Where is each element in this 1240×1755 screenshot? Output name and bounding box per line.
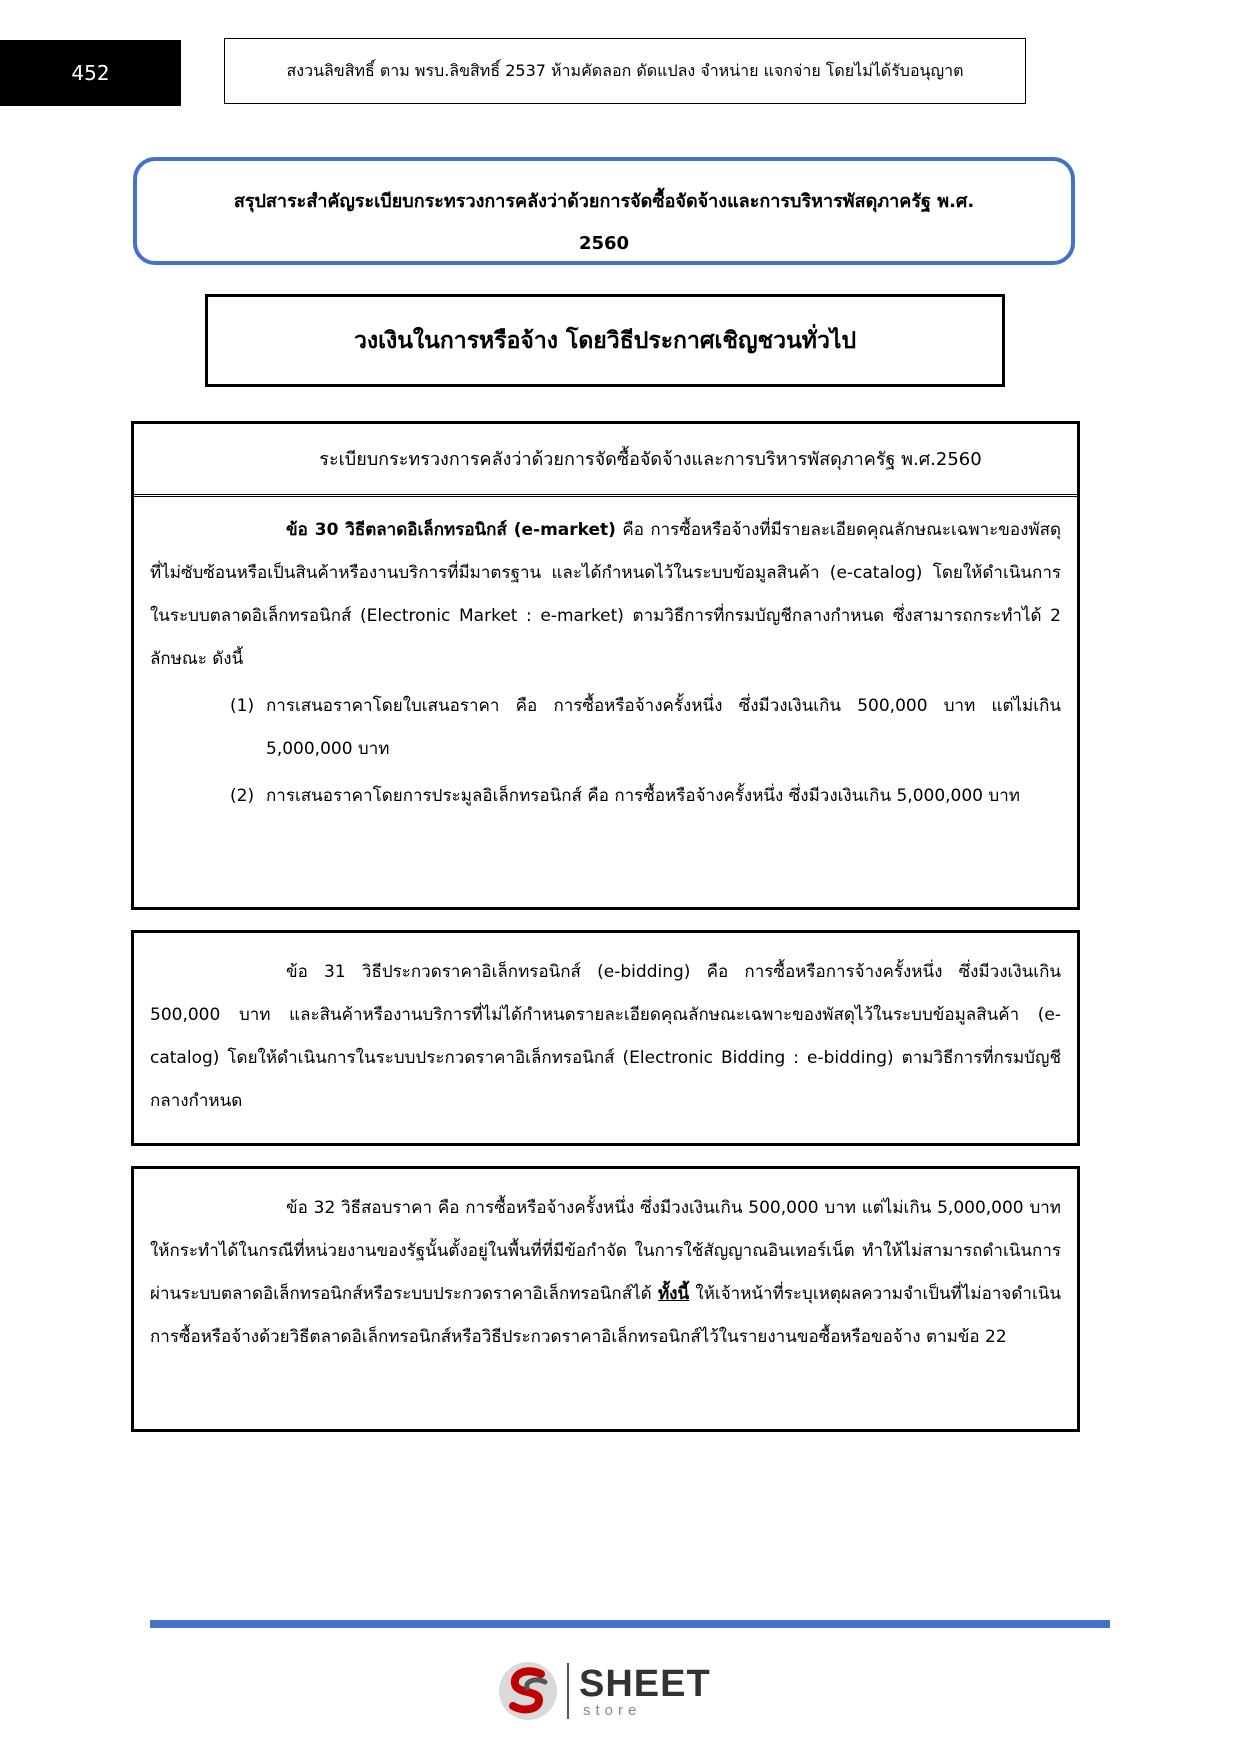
- summary-title-box: [133, 157, 1075, 265]
- clause-32-section: [131, 1166, 1080, 1432]
- list-item-number: (2): [230, 786, 255, 806]
- list-item: [230, 775, 1061, 818]
- clause-30-title: ข้อ 30 วิธีตลาดอิเล็กทรอนิกส์ (e-market): [286, 520, 616, 540]
- sheet-store-logo: [495, 1655, 715, 1727]
- clause-32-paragraph: [150, 1187, 1061, 1359]
- clause-32-text-after: ให้เจ้าหน้าที่ระบุเหตุผลความจำเป็นที่ไม่อาจดำเนินการซื้อหรือจ้างด้วยวิธีตลาดอิเล็กทรอนิกส์หรือวิธีประกวดราคาอิเล็กทรอนิกส์ไว้ในรายงานขอซื้อหรือขอจ้าง ตามข้อ 22: [150, 1284, 1061, 1347]
- regulation-header: ระเบียบกระทรวงการคลังว่าด้วยการจัดซื้อจัดจ้างและการบริหารพัสดุภาครัฐ พ.ศ.2560: [134, 424, 1077, 497]
- copyright-notice: สงวนลิขสิทธิ์ ตาม พรบ.ลิขสิทธิ์ 2537 ห้ามคัดลอก ดัดแปลง จำหน่าย แจกจ่าย โดยไม่ได้รับอนุญาต: [224, 38, 1026, 104]
- clause-30-paragraph: [150, 509, 1061, 681]
- page-number: 452: [0, 40, 181, 106]
- list-item-text: การเสนอราคาโดยใบเสนอราคา คือ การซื้อหรือจ้างครั้งหนึ่ง ซึ่งมีวงเงินเกิน 500,000 บาท แต่ไม่เกิน 5,000,000 บาท: [266, 696, 1061, 759]
- logo-text: [579, 1662, 711, 1719]
- clause-30-section: [131, 421, 1080, 910]
- list-item: [230, 685, 1061, 771]
- sheet-store-logo-icon: [495, 1658, 561, 1724]
- clause-32-emphasis: ทั้งนี้: [657, 1284, 690, 1304]
- section-heading: วงเงินในการหรือจ้าง โดยวิธีประกาศเชิญชวนทั่วไป: [205, 294, 1005, 387]
- summary-title-line1: สรุปสาระสำคัญระเบียบกระทรวงการคลังว่าด้วยการจัดซื้อจัดจ้างและการบริหารพัสดุภาครัฐ พ.ศ.: [233, 191, 975, 212]
- clause-31-text: ข้อ 31 วิธีประกวดราคาอิเล็กทรอนิกส์ (e-bidding) คือ การซื้อหรือการจ้างครั้งหนึ่ง ซึ่งมีวงเงินเกิน 500,000 บาท และสินค้าหรืองานบริการที่ไม่ได้กำหนดรายละเอียดคุณลักษณะเฉพาะของพัสดุไว้ในระบบข้อมูลสินค้า (e-catalog) โดยให้ดำเนินการในระบบประกวดราคาอิเล็กทรอนิกส์ (Electronic Bidding : e-bidding) ตามวิธีการที่กรมบัญชีกลางกำหนด: [150, 962, 1061, 1111]
- clause-32-body: [134, 1169, 1077, 1359]
- logo-divider: [567, 1663, 569, 1719]
- logo-brand-sub: store: [583, 1701, 642, 1719]
- clause-30-text: คือ การซื้อหรือจ้างที่มีรายละเอียดคุณลักษณะเฉพาะของพัสดุที่ไม่ซับซ้อนหรือเป็นสินค้าหรืองานบริการที่มีมาตรฐาน และได้กำหนดไว้ในระบบข้อมูลสินค้า (e-catalog) โดยให้ดำเนินการในระบบตลาดอิเล็กทรอนิกส์ (Electronic Market : e-market) ตามวิธีการที่กรมบัญชีกลางกำหนด ซึ่งสามารถกระทำได้ 2 ลักษณะ ดังนี้: [150, 520, 1061, 669]
- list-item-text: การเสนอราคาโดยการประมูลอิเล็กทรอนิกส์ คือ การซื้อหรือจ้างครั้งหนึ่ง ซึ่งมีวงเงินเกิน 5,000,000 บาท: [266, 786, 1020, 806]
- logo-brand-main: SHEET: [579, 1662, 711, 1705]
- clause-31-body: [134, 933, 1077, 1123]
- list-item-number: (1): [230, 696, 255, 716]
- clause-32-text-before: ข้อ 32 วิธีสอบราคา คือ การซื้อหรือจ้างครั้งหนึ่ง ซึ่งมีวงเงินเกิน 500,000 บาท แต่ไม่เกิน 5,000,000 บาท ให้กระทำได้ในกรณีที่หน่วยงานของรัฐนั้นตั้งอยู่ในพื้นที่ที่มีข้อกำจัด ในการใช้สัญญาณอินเทอร์เน็ต ทำให้ไม่สามารถดำเนินการผ่านระบบตลาดอิเล็กทรอนิกส์หรือระบบประกวดราคาอิเล็กทรอนิกส์ได้: [150, 1198, 1061, 1304]
- clause-30-body: [134, 497, 1077, 818]
- clause-31-section: [131, 930, 1080, 1146]
- summary-title-line2: 2560: [578, 233, 630, 254]
- footer-rule: [150, 1620, 1110, 1628]
